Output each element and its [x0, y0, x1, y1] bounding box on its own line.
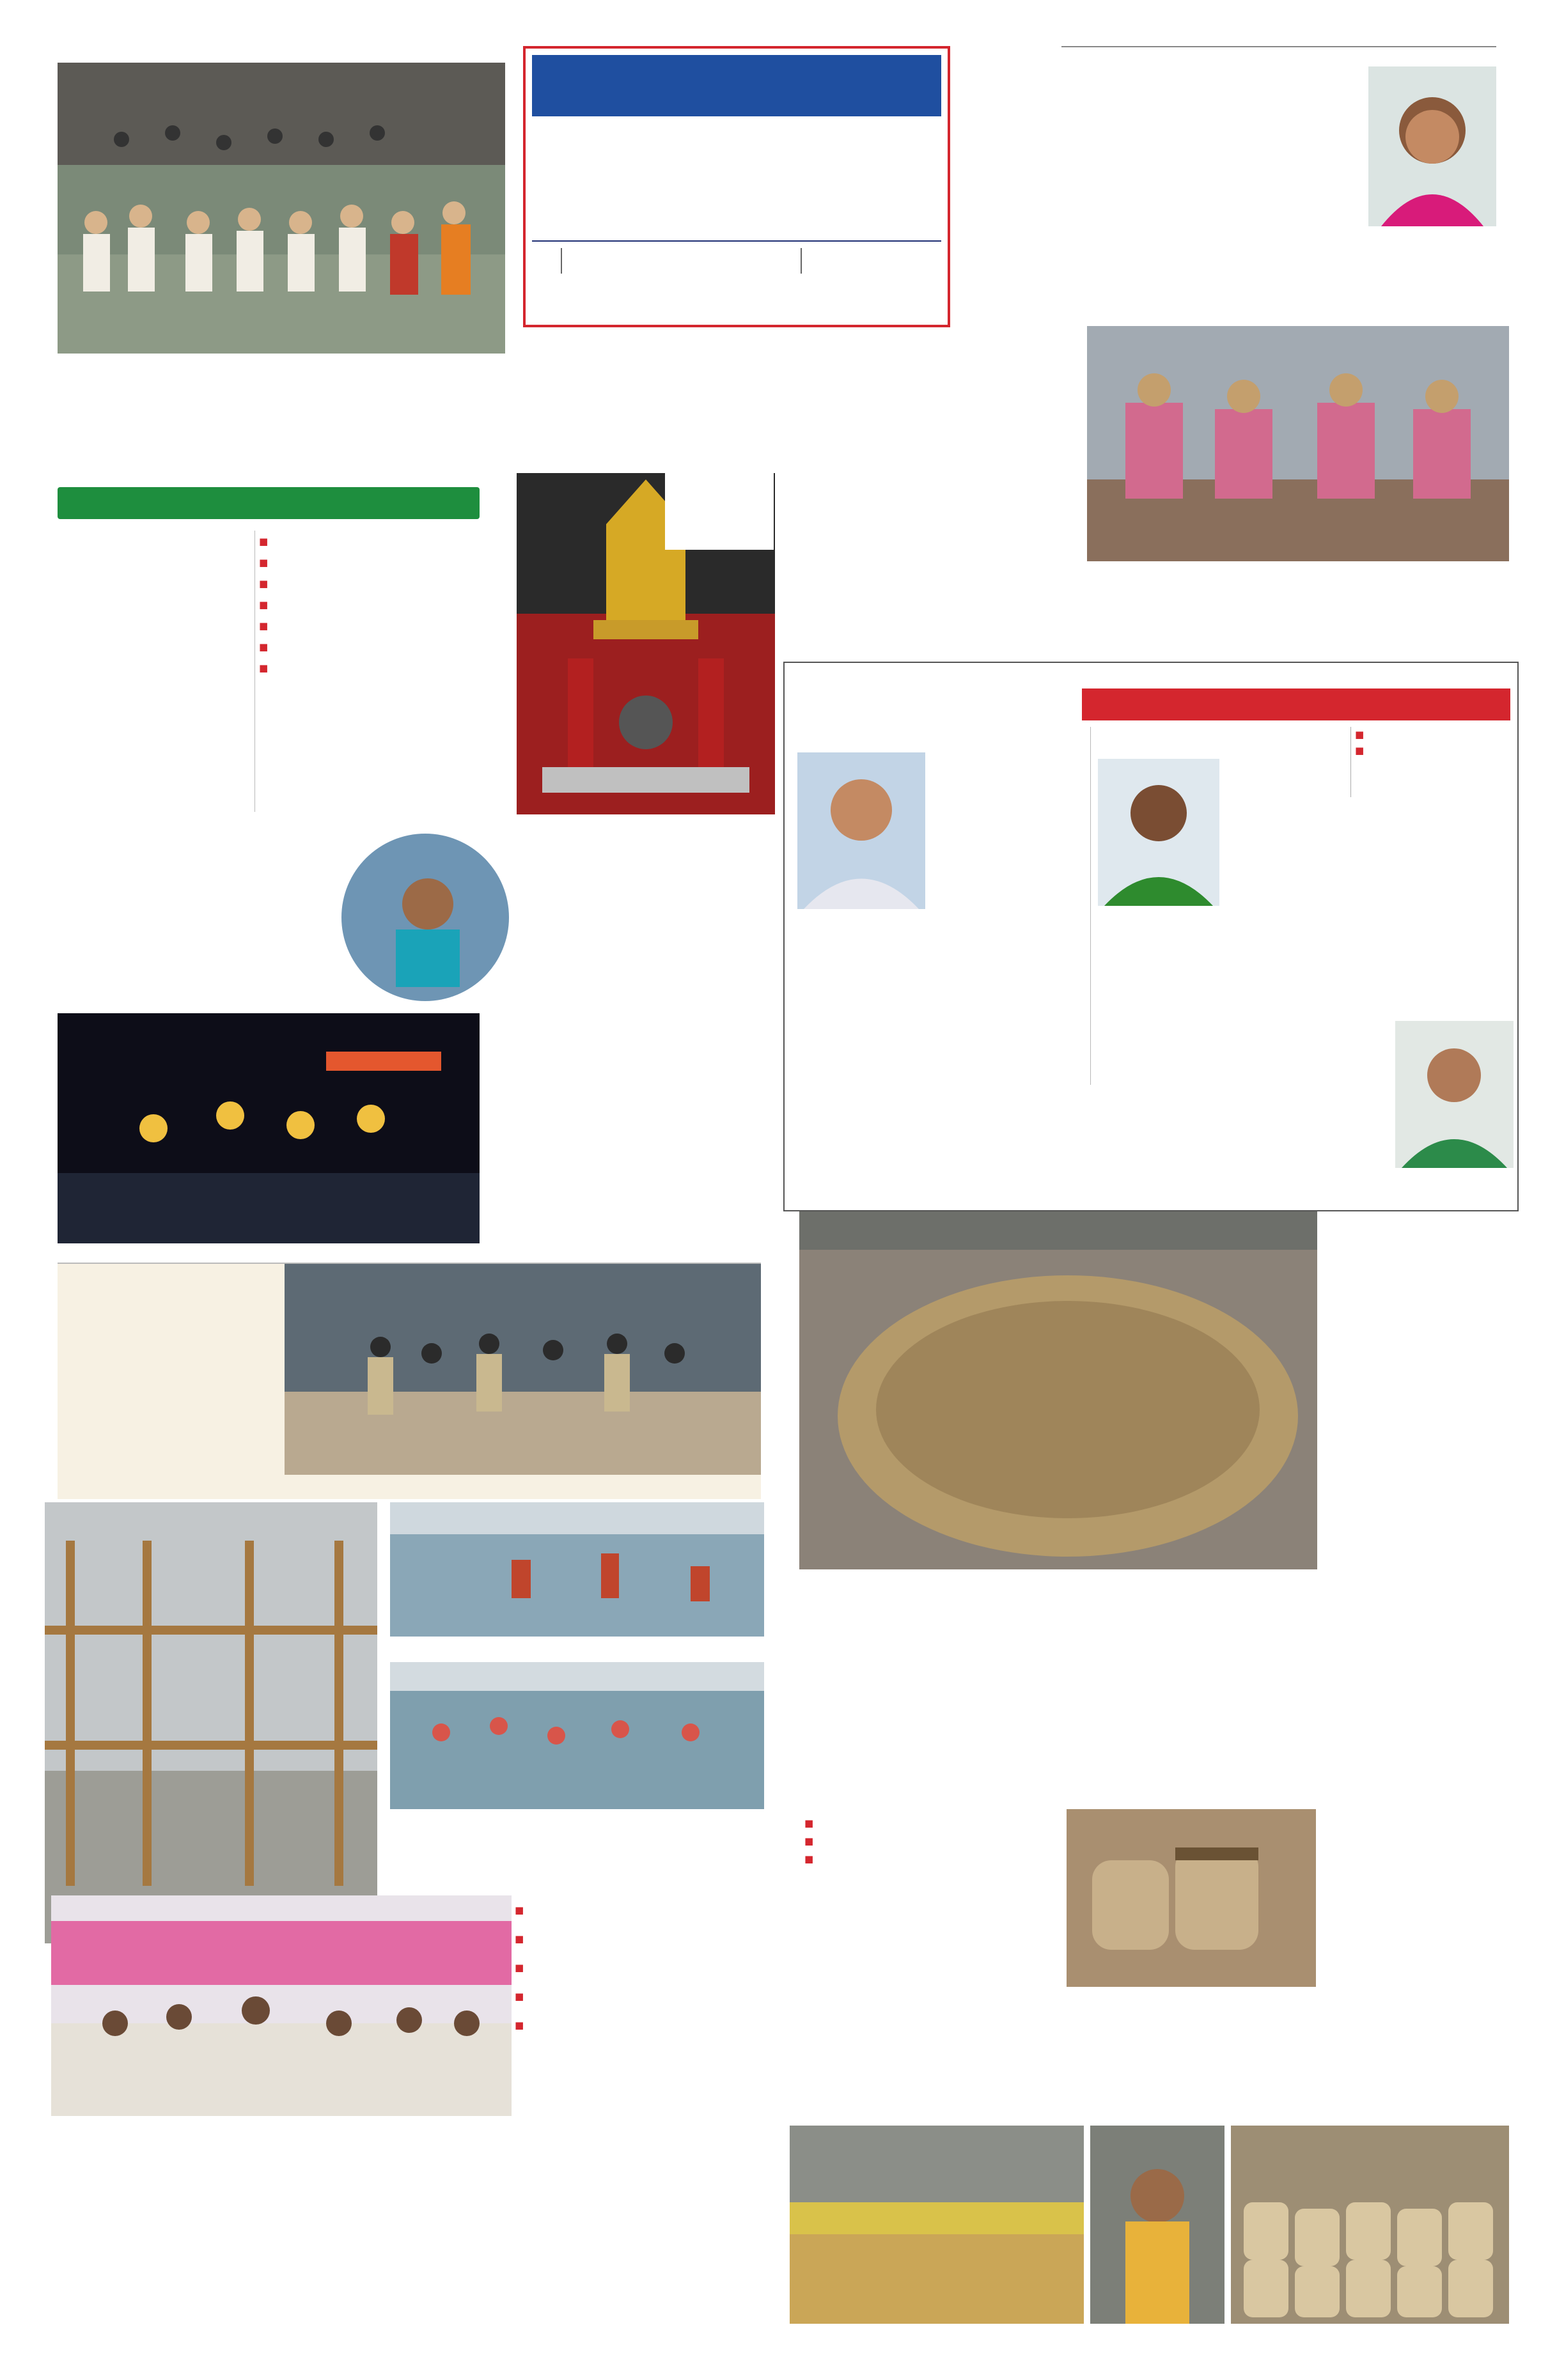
protest-body: [64, 1328, 275, 1475]
paddy-photo-caption: [809, 1569, 1020, 1633]
pushkar-strap: [58, 487, 480, 519]
apology-body: [1098, 1093, 1389, 1182]
insult-box: [1061, 46, 1496, 318]
col1-body: [797, 752, 1079, 1168]
insult-body: [1061, 81, 1359, 292]
bathing-photo-1: [390, 1502, 764, 1637]
namaste-note-body: [777, 334, 1071, 548]
paddy-body-3: [1324, 1812, 1509, 2132]
col2-body: [1098, 759, 1507, 1046]
govt-body: [58, 2135, 767, 2359]
pacs-bags-photo: [1231, 2126, 1509, 2324]
sprouted-paddy-photo: [799, 1211, 1317, 1569]
devotee-body: [492, 1045, 758, 1266]
pride-box: [783, 662, 1519, 1211]
paddy-drying-photo: [790, 2126, 1084, 2324]
paddy-bullets: [804, 1814, 1057, 1868]
night-aarti-photo: [58, 1013, 480, 1243]
govt-bullets: [515, 1895, 767, 2039]
bathing-photo-2: [390, 1662, 764, 1809]
paddy-body-2: [804, 1873, 1057, 2116]
paddy-cap-2: [1090, 2327, 1224, 2354]
feet-washing-photo: [1087, 326, 1509, 561]
pushkar-body-a: [58, 531, 249, 1016]
paddy-body: [1324, 1211, 1509, 1544]
pride-bullets: [1350, 727, 1517, 797]
meeting-photo: [51, 1895, 512, 2116]
protest-box: [58, 1263, 761, 1499]
cm-bath-photo: [339, 831, 512, 1004]
idol-caption: [665, 473, 774, 550]
apology-portrait: [1395, 1021, 1514, 1168]
pushkar-body-b: [259, 684, 512, 831]
pushkar-body-c: [517, 843, 775, 1009]
farmer-photo: [1090, 2126, 1224, 2324]
masthead: [523, 46, 950, 327]
pushkar-bullets: [259, 531, 512, 678]
sacks-photo: [1067, 1809, 1316, 1987]
nagajyothi-portrait: [1368, 66, 1496, 226]
works-photo: [45, 1502, 377, 1943]
river-offering-photo: [58, 63, 505, 354]
protest-photo: [285, 1264, 761, 1475]
